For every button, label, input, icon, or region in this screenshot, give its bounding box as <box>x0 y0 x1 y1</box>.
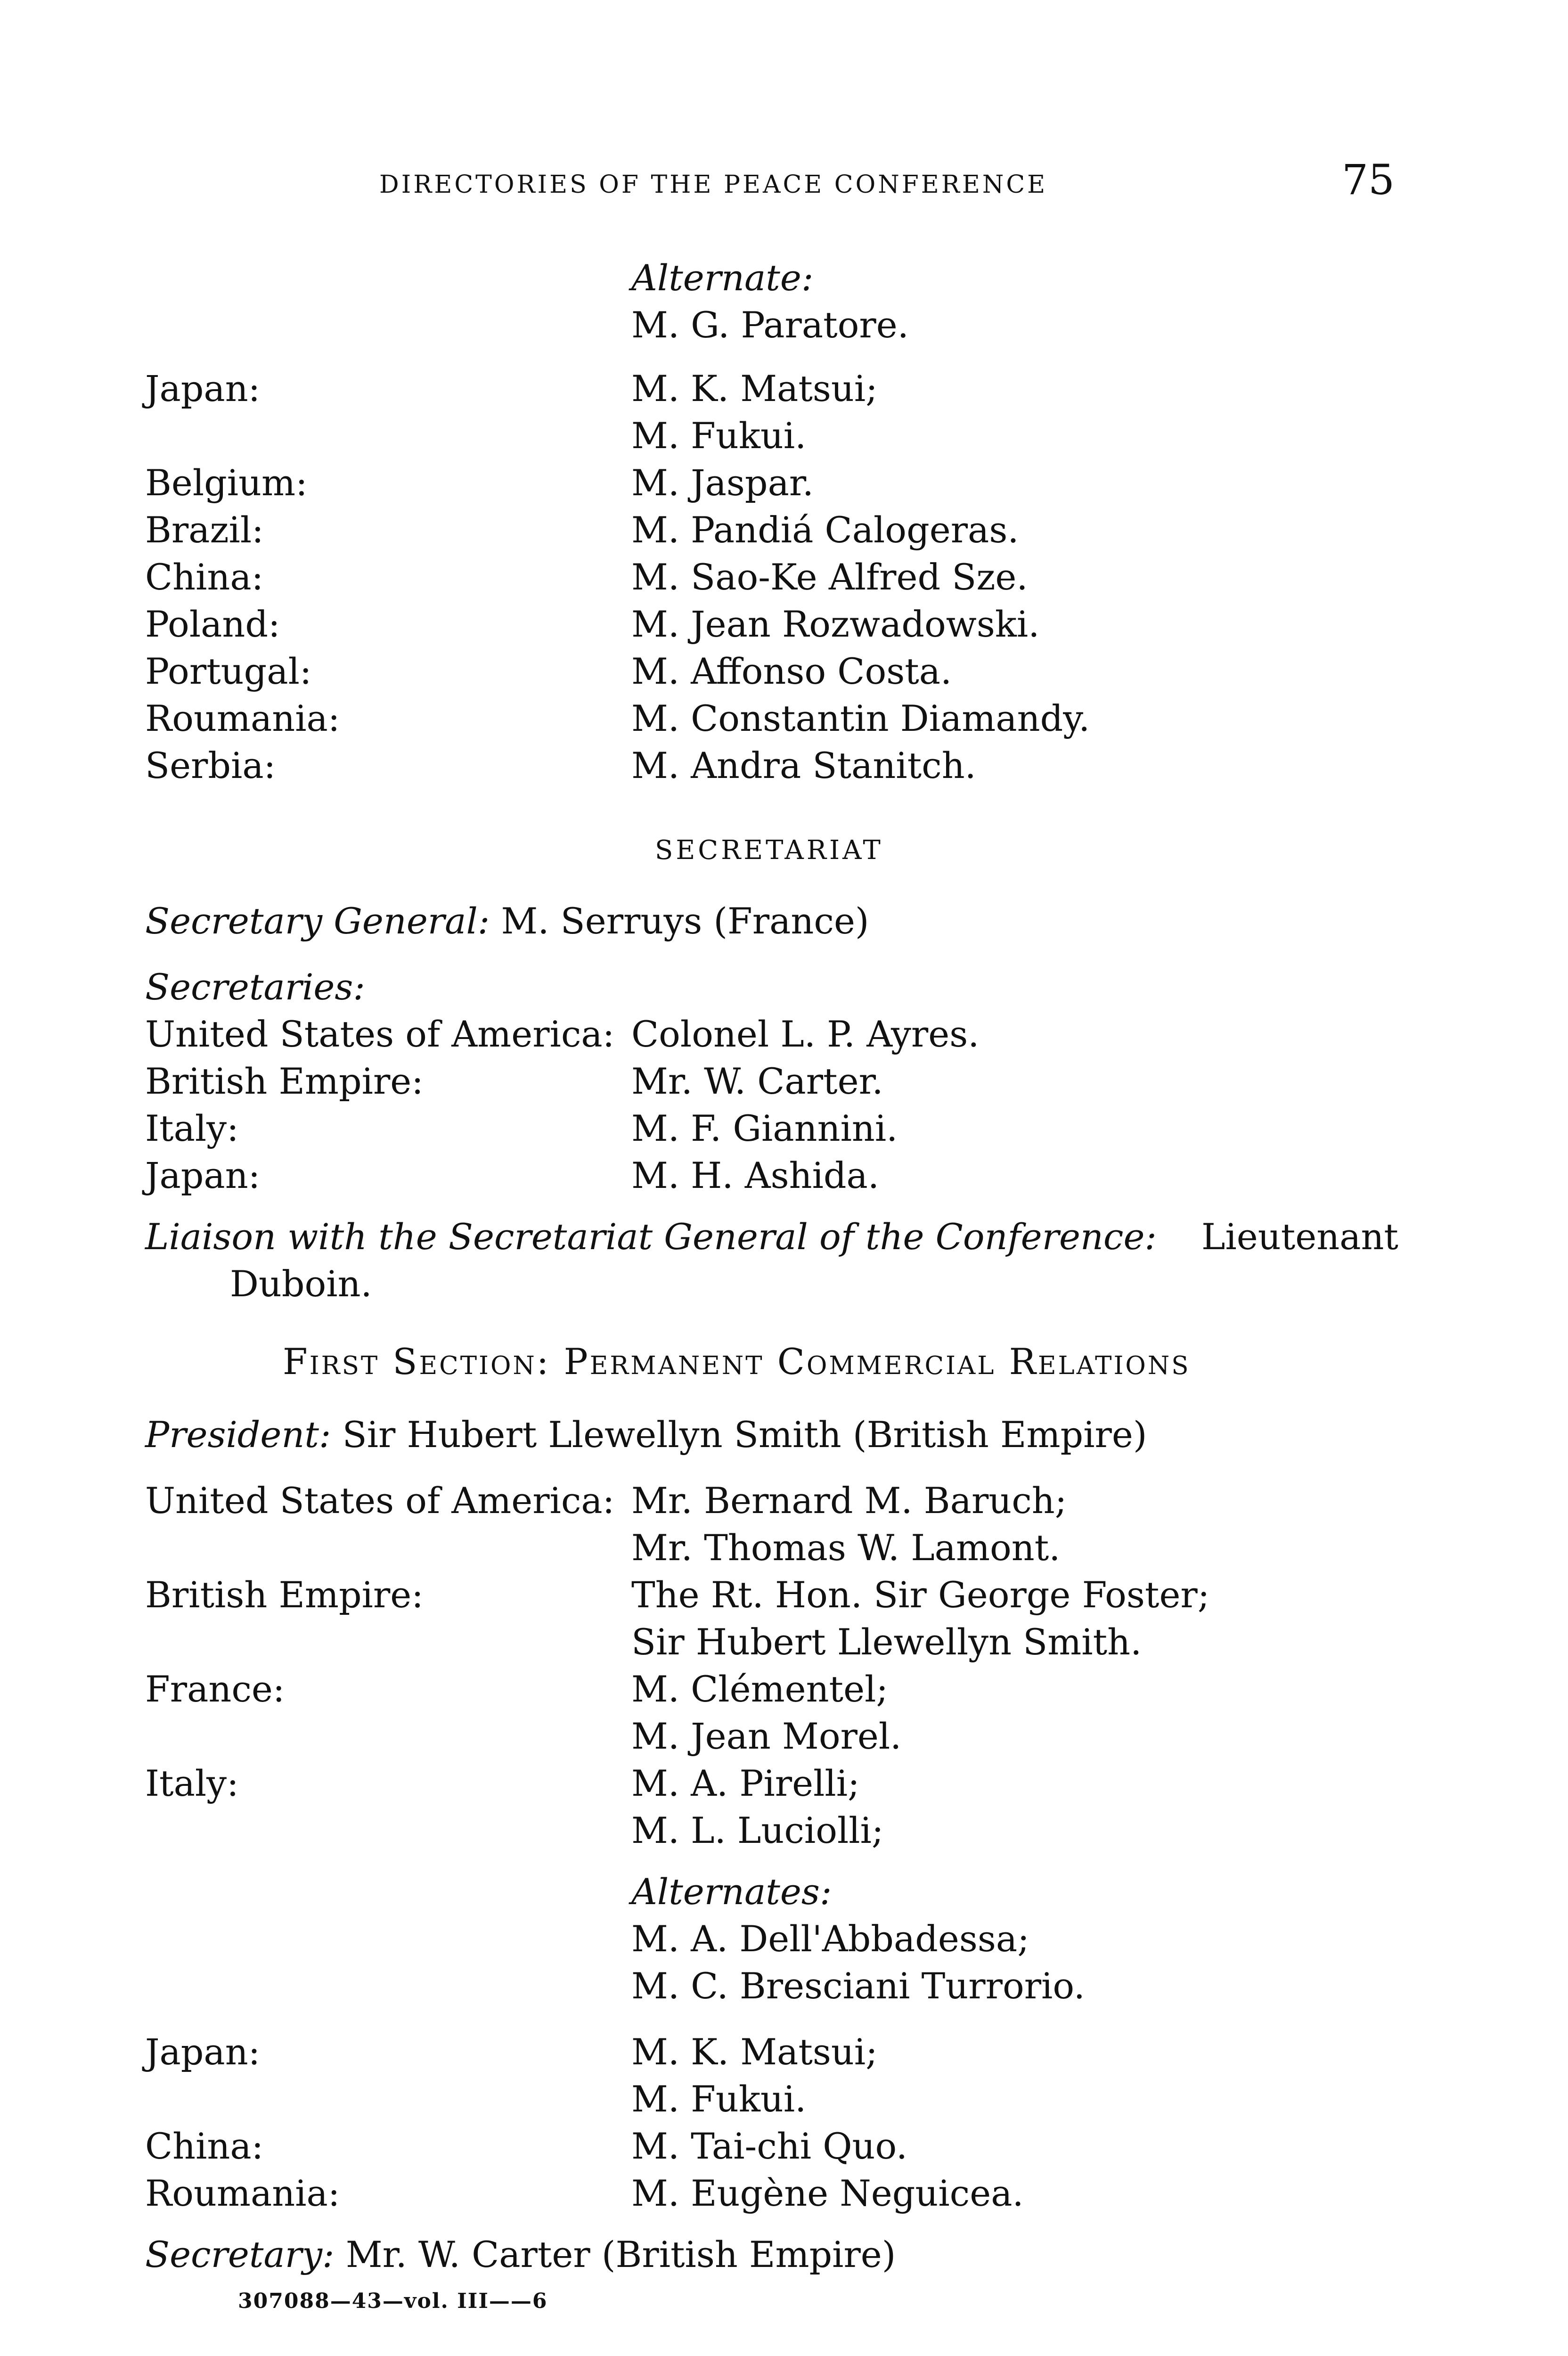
secretary-name: M. H. Ashida. <box>631 1154 879 1196</box>
delegate-name: M. Affonso Costa. <box>631 650 952 692</box>
delegate-name: M. Fukui. <box>631 2078 807 2120</box>
alternate-name: M. C. Bresciani Turrorio. <box>631 1965 1085 2007</box>
delegate-name: M. Pandiá Calogeras. <box>631 509 1019 551</box>
secretary-name: Mr. W. Carter. <box>631 1060 883 1102</box>
delegate-name: M. Fukui. <box>631 415 807 457</box>
country-label: British Empire: <box>145 1574 424 1616</box>
delegate-name: M. Eugène Neguicea. <box>631 2172 1024 2214</box>
delegate-name: The Rt. Hon. Sir George Foster; <box>631 1574 1210 1616</box>
secretary-general-label: Secretary General: <box>145 900 490 942</box>
country-label: Brazil: <box>145 509 264 551</box>
president-line <box>145 1411 1147 1458</box>
country-label: China: <box>145 2125 264 2167</box>
delegate-name: M. A. Pirelli; <box>631 1762 860 1804</box>
liaison-label: Liaison with the Secretariat General of the Conference: <box>145 1216 1157 1258</box>
secretary-name: Colonel L. P. Ayres. <box>631 1013 980 1055</box>
first-section-heading: First Section: Permanent Commercial Relations <box>283 1341 1191 1383</box>
country-label: British Empire: <box>145 1060 424 1102</box>
country-label: France: <box>145 1668 285 1710</box>
country-label: United States of America: <box>145 1480 615 1522</box>
delegate-name: Mr. Thomas W. Lamont. <box>631 1527 1061 1569</box>
country-label: Serbia: <box>145 744 276 786</box>
delegate-name: M. Jean Rozwadowski. <box>631 603 1040 645</box>
liaison-value: Lieutenant <box>1201 1216 1398 1258</box>
country-label: Roumania: <box>145 697 340 739</box>
alternate-name: M. A. Dell'Abbadessa; <box>631 1918 1029 1960</box>
delegate-name: M. Andra Stanitch. <box>631 744 976 786</box>
delegate-name: M. Sao-Ke Alfred Sze. <box>631 556 1028 598</box>
secretary-general-value: M. Serruys (France) <box>501 900 869 942</box>
country-label: China: <box>145 556 264 598</box>
country-label: Poland: <box>145 603 280 645</box>
country-label: Portugal: <box>145 650 312 692</box>
country-label: Japan: <box>145 368 261 409</box>
secretary-value: Mr. W. Carter (British Empire) <box>345 2233 896 2275</box>
delegate-name: M. L. Luciolli; <box>631 1809 884 1851</box>
running-title: DIRECTORIES OF THE PEACE CONFERENCE <box>379 171 1048 199</box>
delegate-name: M. K. Matsui; <box>631 368 878 409</box>
delegate-name: M. Tai-chi Quo. <box>631 2125 908 2167</box>
secretary-general-line <box>145 898 869 945</box>
country-label: Japan: <box>145 1154 261 1196</box>
delegate-name: Mr. Bernard M. Baruch; <box>631 1480 1067 1522</box>
print-code: 307088—43—vol. III——6 <box>238 2289 548 2313</box>
country-label: Italy: <box>145 1762 239 1804</box>
country-label: Belgium: <box>145 462 308 504</box>
alternate-label: Alternate: <box>631 257 814 299</box>
president-label: President: <box>145 1414 331 1456</box>
liaison-continuation: Duboin. <box>230 1263 372 1305</box>
secretary-line <box>145 2231 896 2278</box>
country-label: United States of America: <box>145 1013 615 1055</box>
secretary-name: M. F. Giannini. <box>631 1107 898 1149</box>
country-label: Japan: <box>145 2031 261 2073</box>
alternate-name: M. G. Paratore. <box>631 304 909 346</box>
secretariat-heading: SECRETARIAT <box>655 835 883 866</box>
secretaries-label: Secretaries: <box>145 966 365 1008</box>
page-number: 75 <box>1342 155 1395 204</box>
delegate-name: M. K. Matsui; <box>631 2031 878 2073</box>
secretary-label: Secretary: <box>145 2233 335 2275</box>
delegate-name: M. Jaspar. <box>631 462 814 504</box>
delegate-name: Sir Hubert Llewellyn Smith. <box>631 1621 1142 1663</box>
country-label: Italy: <box>145 1107 239 1149</box>
delegate-name: M. Constantin Diamandy. <box>631 697 1090 739</box>
delegate-name: M. Jean Morel. <box>631 1715 902 1757</box>
delegate-name: M. Clémentel; <box>631 1668 888 1710</box>
country-label: Roumania: <box>145 2172 340 2214</box>
alternates-label: Alternates: <box>631 1871 832 1913</box>
president-value: Sir Hubert Llewellyn Smith (British Empire) <box>342 1414 1147 1456</box>
